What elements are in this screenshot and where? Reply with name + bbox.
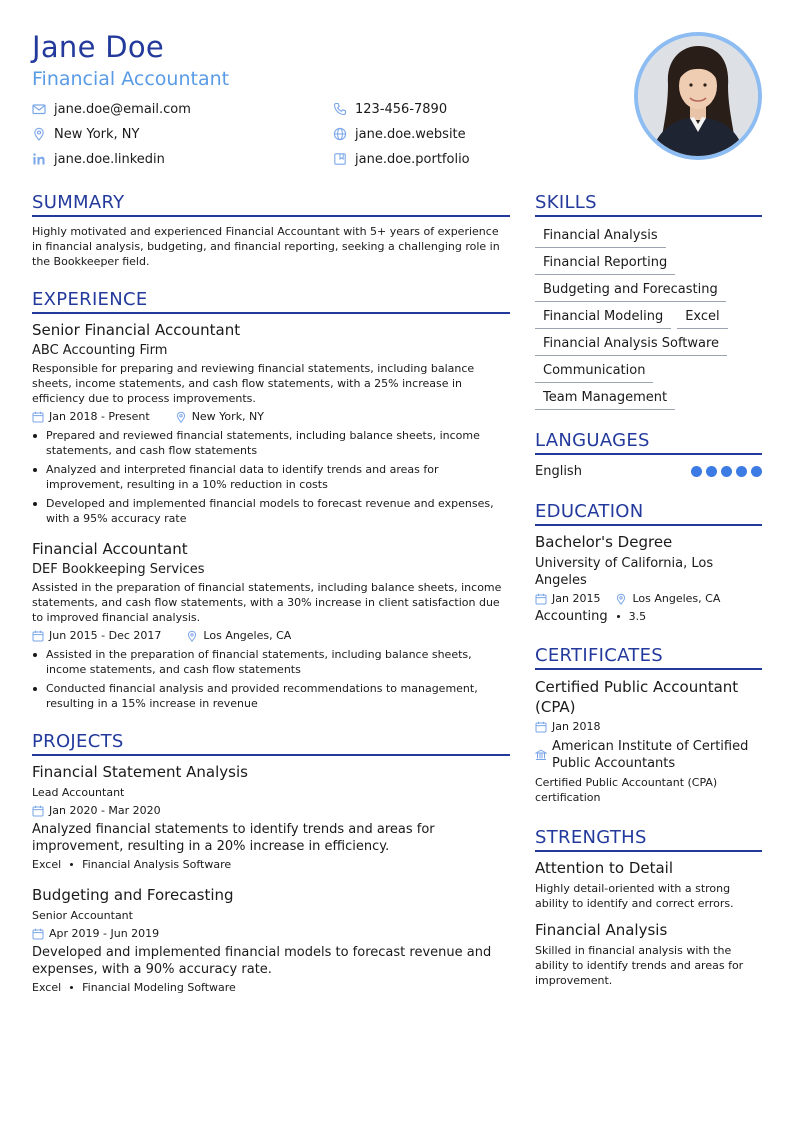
profile-photo-frame: [634, 32, 762, 160]
project-description: Analyzed financial statements to identify trends and areas for improvement, resulting in a 20% increase in efficiency.: [32, 822, 435, 854]
skill-tag: Financial Analysis Software: [535, 335, 727, 356]
contact-linkedin[interactable]: [32, 150, 165, 168]
phone-text: 123-456-7890: [355, 101, 448, 117]
proficiency-dot: [751, 466, 762, 477]
skill-tag: Financial Modeling: [535, 308, 671, 329]
skill-tag: Financial Analysis: [535, 227, 666, 248]
phone-icon: [333, 102, 347, 116]
profile-photo: [638, 36, 758, 156]
certificate-meta: [535, 720, 762, 733]
education-heading: EDUCATION: [535, 501, 762, 526]
job-dates: Jun 2015 - Dec 2017: [49, 629, 162, 642]
certificates-heading: CERTIFICATES: [535, 645, 762, 670]
education-field-row: [535, 609, 762, 624]
certificate-description: Certified Public Accountant (CPA) certification: [535, 776, 718, 804]
project-description: Developed and implemented financial models to forecast revenue and expenses, with a 90% accuracy rate.: [32, 945, 492, 977]
project-dates: Apr 2019 - Jun 2019: [49, 927, 160, 940]
location-pin-icon: [175, 411, 187, 423]
job-bullets: [32, 428, 510, 526]
job-dates: Jan 2018 - Present: [49, 410, 150, 423]
left-column: [32, 192, 510, 994]
projects-heading: PROJECTS: [32, 731, 510, 756]
proficiency-dot: [721, 466, 732, 477]
job-description: Responsible for preparing and reviewing financial statements, including balance sheets, income statements, and cash flow statements, with a 25% increase in efficiency due to process improvements.: [32, 362, 475, 405]
project-meta: [32, 927, 510, 940]
skill-tag: Financial Reporting: [535, 254, 675, 275]
strength-title: Financial Analysis: [535, 921, 668, 939]
strength-text: Highly detail-oriented with a strong ability to identify and correct errors.: [535, 882, 734, 910]
education-dates: Jan 2015: [552, 592, 601, 605]
summary-heading: SUMMARY: [32, 192, 510, 217]
tag-separator: [70, 986, 73, 989]
calendar-icon: [32, 805, 44, 817]
company-name: ABC Accounting Firm: [32, 343, 168, 358]
skill-tag: Communication: [535, 362, 653, 383]
list-item: Developed and implemented financial models to forecast revenue and expenses, with a 95% accuracy rate: [32, 496, 510, 526]
contact-portfolio[interactable]: [333, 150, 470, 168]
calendar-icon: [32, 411, 44, 423]
job-entry: [32, 540, 510, 711]
strengths-heading: STRENGTHS: [535, 827, 762, 852]
certificate-entry: [535, 677, 762, 805]
job-location: New York, NY: [191, 410, 264, 423]
school-name: University of California, Los Angeles: [535, 556, 714, 588]
right-column: [535, 192, 762, 988]
contact-phone[interactable]: [333, 100, 447, 118]
skill-tag: Excel: [677, 308, 727, 329]
calendar-icon: [535, 593, 547, 605]
portfolio-text: jane.doe.portfolio: [355, 151, 470, 167]
location-pin-icon: [615, 593, 627, 605]
skills-list: [535, 225, 762, 414]
tag-separator: [617, 615, 620, 618]
proficiency-dot: [736, 466, 747, 477]
job-meta: [32, 629, 510, 642]
skills-heading: SKILLS: [535, 192, 762, 217]
education-location: Los Angeles, CA: [632, 592, 721, 605]
job-title: Financial Accountant: [32, 540, 188, 558]
certificate-date: Jan 2018: [552, 720, 601, 733]
project-tag: Excel: [32, 858, 62, 871]
project-meta: [32, 804, 510, 817]
education-meta: [535, 592, 762, 605]
skill-tag: Budgeting and Forecasting: [535, 281, 726, 302]
job-title: Senior Financial Accountant: [32, 321, 241, 339]
proficiency-dot: [706, 466, 717, 477]
list-item: Conducted financial analysis and provided recommendations to management, resulting in a 15% increase in revenue: [32, 681, 510, 711]
strength-entry: [535, 859, 762, 911]
mail-icon: [32, 102, 46, 116]
project-title: Budgeting and Forecasting: [32, 886, 234, 904]
language-row: [535, 462, 762, 481]
job-description: Assisted in the preparation of financial statements, including balance sheets, income statements, and cash flow statements, with a 30% increase in client satisfaction due to improved financial analysis.: [32, 581, 502, 624]
tag-separator: [70, 863, 73, 866]
proficiency-dot: [691, 466, 702, 477]
list-item: Prepared and reviewed financial statements, including balance sheets, income statements, and cash flow statements: [32, 428, 510, 458]
job-bullets: [32, 647, 510, 711]
summary-text: Highly motivated and experienced Financial Accountant with 5+ years of experience in financial analysis, budgeting, and financial reporting, seeking a challenging role in the Bookkeeper field.: [32, 225, 500, 268]
job-location: Los Angeles, CA: [203, 629, 292, 642]
globe-icon: [333, 127, 347, 141]
list-item: Analyzed and interpreted financial data to identify trends and areas for improvement, resulting in a 10% reduction in costs: [32, 462, 510, 492]
candidate-title: Financial Accountant: [32, 68, 230, 90]
skill-tag: Team Management: [535, 389, 675, 410]
project-tags: [32, 981, 510, 994]
language-level: [687, 462, 762, 481]
project-dates: Jan 2020 - Mar 2020: [49, 804, 161, 817]
certificate-name: Certified Public Accountant (CPA): [535, 678, 739, 716]
candidate-name: Jane Doe: [32, 30, 165, 64]
contact-location: [32, 125, 139, 143]
job-entry: [32, 321, 510, 526]
project-role: Lead Accountant: [32, 786, 125, 799]
institution-icon: [535, 749, 547, 761]
location-text: New York, NY: [54, 126, 140, 142]
calendar-icon: [32, 630, 44, 642]
location-pin-icon: [32, 127, 46, 141]
linkedin-icon: [32, 152, 46, 166]
contact-website[interactable]: [333, 125, 466, 143]
education-entry: [535, 533, 762, 624]
contact-email[interactable]: [32, 100, 191, 118]
degree-name: Bachelor's Degree: [535, 533, 673, 551]
job-meta: [32, 410, 510, 423]
linkedin-text: jane.doe.linkedin: [54, 151, 165, 167]
project-tag: Excel: [32, 981, 62, 994]
strength-title: Attention to Detail: [535, 859, 674, 877]
project-entry: [32, 763, 510, 871]
project-tag: Financial Modeling Software: [82, 981, 236, 994]
language-name: English: [535, 464, 582, 479]
calendar-icon: [535, 721, 547, 733]
education-field: Accounting: [535, 609, 608, 624]
company-name: DEF Bookkeeping Services: [32, 562, 205, 577]
project-tag: Financial Analysis Software: [82, 858, 232, 871]
certificate-issuer-row: [535, 738, 762, 772]
project-tags: [32, 858, 510, 871]
project-entry: [32, 886, 510, 994]
website-text: jane.doe.website: [355, 126, 466, 142]
email-text: jane.doe@email.com: [54, 101, 191, 117]
education-gpa: 3.5: [628, 610, 647, 623]
project-role: Senior Accountant: [32, 909, 133, 922]
certificate-issuer: American Institute of Certified Public Accountants: [552, 739, 749, 771]
experience-heading: EXPERIENCE: [32, 289, 510, 314]
location-pin-icon: [186, 630, 198, 642]
strength-text: Skilled in financial analysis with the ability to identify trends and areas for improvement.: [535, 944, 744, 987]
project-title: Financial Statement Analysis: [32, 763, 248, 781]
languages-heading: LANGUAGES: [535, 430, 762, 455]
portfolio-icon: [333, 152, 347, 166]
list-item: Assisted in the preparation of financial statements, including balance sheets, income statements, and cash flow statements: [32, 647, 510, 677]
calendar-icon: [32, 928, 44, 940]
strength-entry: [535, 921, 762, 988]
